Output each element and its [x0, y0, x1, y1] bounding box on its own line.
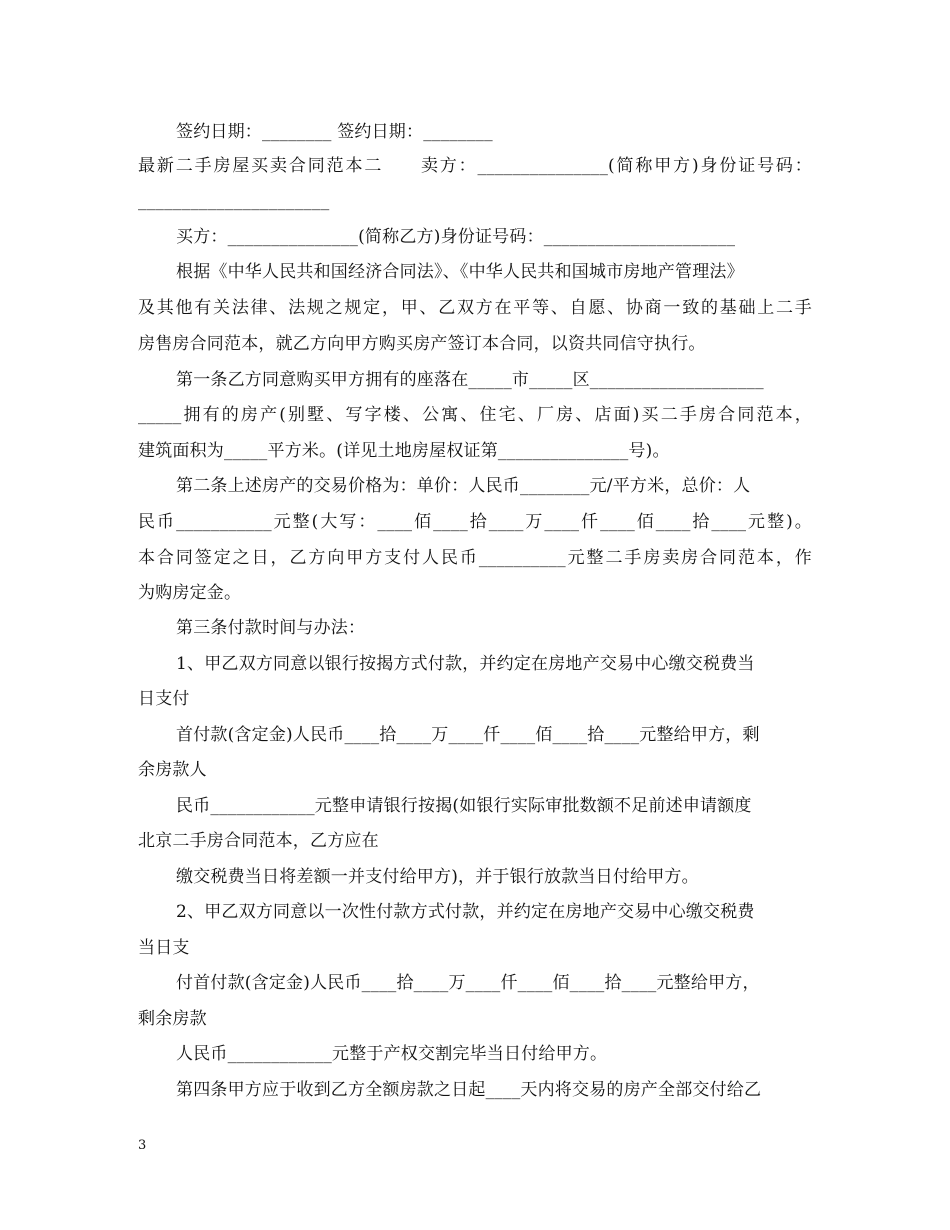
article-2-line-4: 为购房定金。 — [138, 583, 242, 603]
article-2-line-3: 本合同签定之日，乙方向甲方支付人民币__________元整二手房卖房合同范本，作 — [138, 548, 812, 568]
article-3-item-2-line-3: 付首付款(含定金)人民币____拾____万____仟____佰____拾____元整给甲方， — [176, 973, 760, 993]
preamble-line-2: 及其他有关法律、法规之规定，甲、乙双方在平等、自愿、协商一致的基础上二手 — [138, 298, 812, 318]
article-2-line-1: 第二条上述房产的交易价格为：单价：人民币________元/平方米，总价：人 — [176, 476, 751, 496]
signing-date-line: 签约日期：________ 签约日期：________ — [176, 122, 493, 142]
article-4-line-1: 第四条甲方应于收到乙方全额房款之日起____天内将交易的房产全部交付给乙 — [176, 1080, 762, 1100]
article-1-line-3: 建筑面积为_____平方米。(详见土地房屋权证第_______________号)。 — [138, 441, 670, 461]
article-3-heading: 第三条付款时间与办法： — [176, 618, 366, 638]
article-3-item-1-line-1: 1、甲乙双方同意以银行按揭方式付款，并约定在房地产交易中心缴交税费当 — [176, 654, 755, 674]
article-3-item-1-line-7: 缴交税费当日将差额一并支付给甲方)，并于银行放款当日付给甲方。 — [176, 867, 699, 887]
page-number: 3 — [138, 1138, 147, 1153]
seller-id-blank-line: ______________________ — [138, 191, 330, 211]
preamble-line-3: 房售房合同范本，就乙方向甲方购买房产签订本合同，以资共同信守执行。 — [138, 334, 706, 354]
title-and-seller-line: 最新二手房屋买卖合同范本二 卖方：_______________(简称甲方)身份证号码： — [138, 156, 812, 176]
article-3-item-1-line-2: 日支付 — [138, 689, 190, 709]
article-3-item-2-line-4: 剩余房款 — [138, 1009, 207, 1029]
article-1-line-1: 第一条乙方同意购买甲方拥有的座落在_____市_____区____________________ — [176, 370, 764, 390]
preamble-line-1: 根据《中华人民共和国经济合同法》、《中华人民共和国城市房地产管理法》 — [176, 262, 744, 282]
article-3-item-2-line-5: 人民币____________元整于产权交割完毕当日付给甲方。 — [176, 1044, 608, 1064]
article-3-item-1-line-4: 余房款人 — [138, 760, 207, 780]
article-3-item-1-line-6: 北京二手房合同范本，乙方应在 — [138, 831, 379, 851]
article-3-item-1-line-5: 民币____________元整申请银行按揭(如银行实际审批数额不足前述申请额度 — [176, 796, 752, 816]
article-2-line-2: 民币___________元整(大写：____佰____拾____万____仟____佰____拾____元整)。 — [138, 512, 812, 532]
article-3-item-1-line-3: 首付款(含定金)人民币____拾____万____仟____佰____拾____元整给甲方，剩 — [176, 725, 760, 745]
buyer-line: 买方：_______________(简称乙方)身份证号码：______________________ — [176, 227, 736, 247]
article-1-line-2: _____拥有的房产(别墅、写字楼、公寓、住宅、厂房、店面)买二手房合同范本， — [138, 405, 812, 425]
article-3-item-2-line-2: 当日支 — [138, 938, 190, 958]
article-3-item-2-line-1: 2、甲乙双方同意以一次性付款方式付款，并约定在房地产交易中心缴交税费 — [176, 902, 755, 922]
